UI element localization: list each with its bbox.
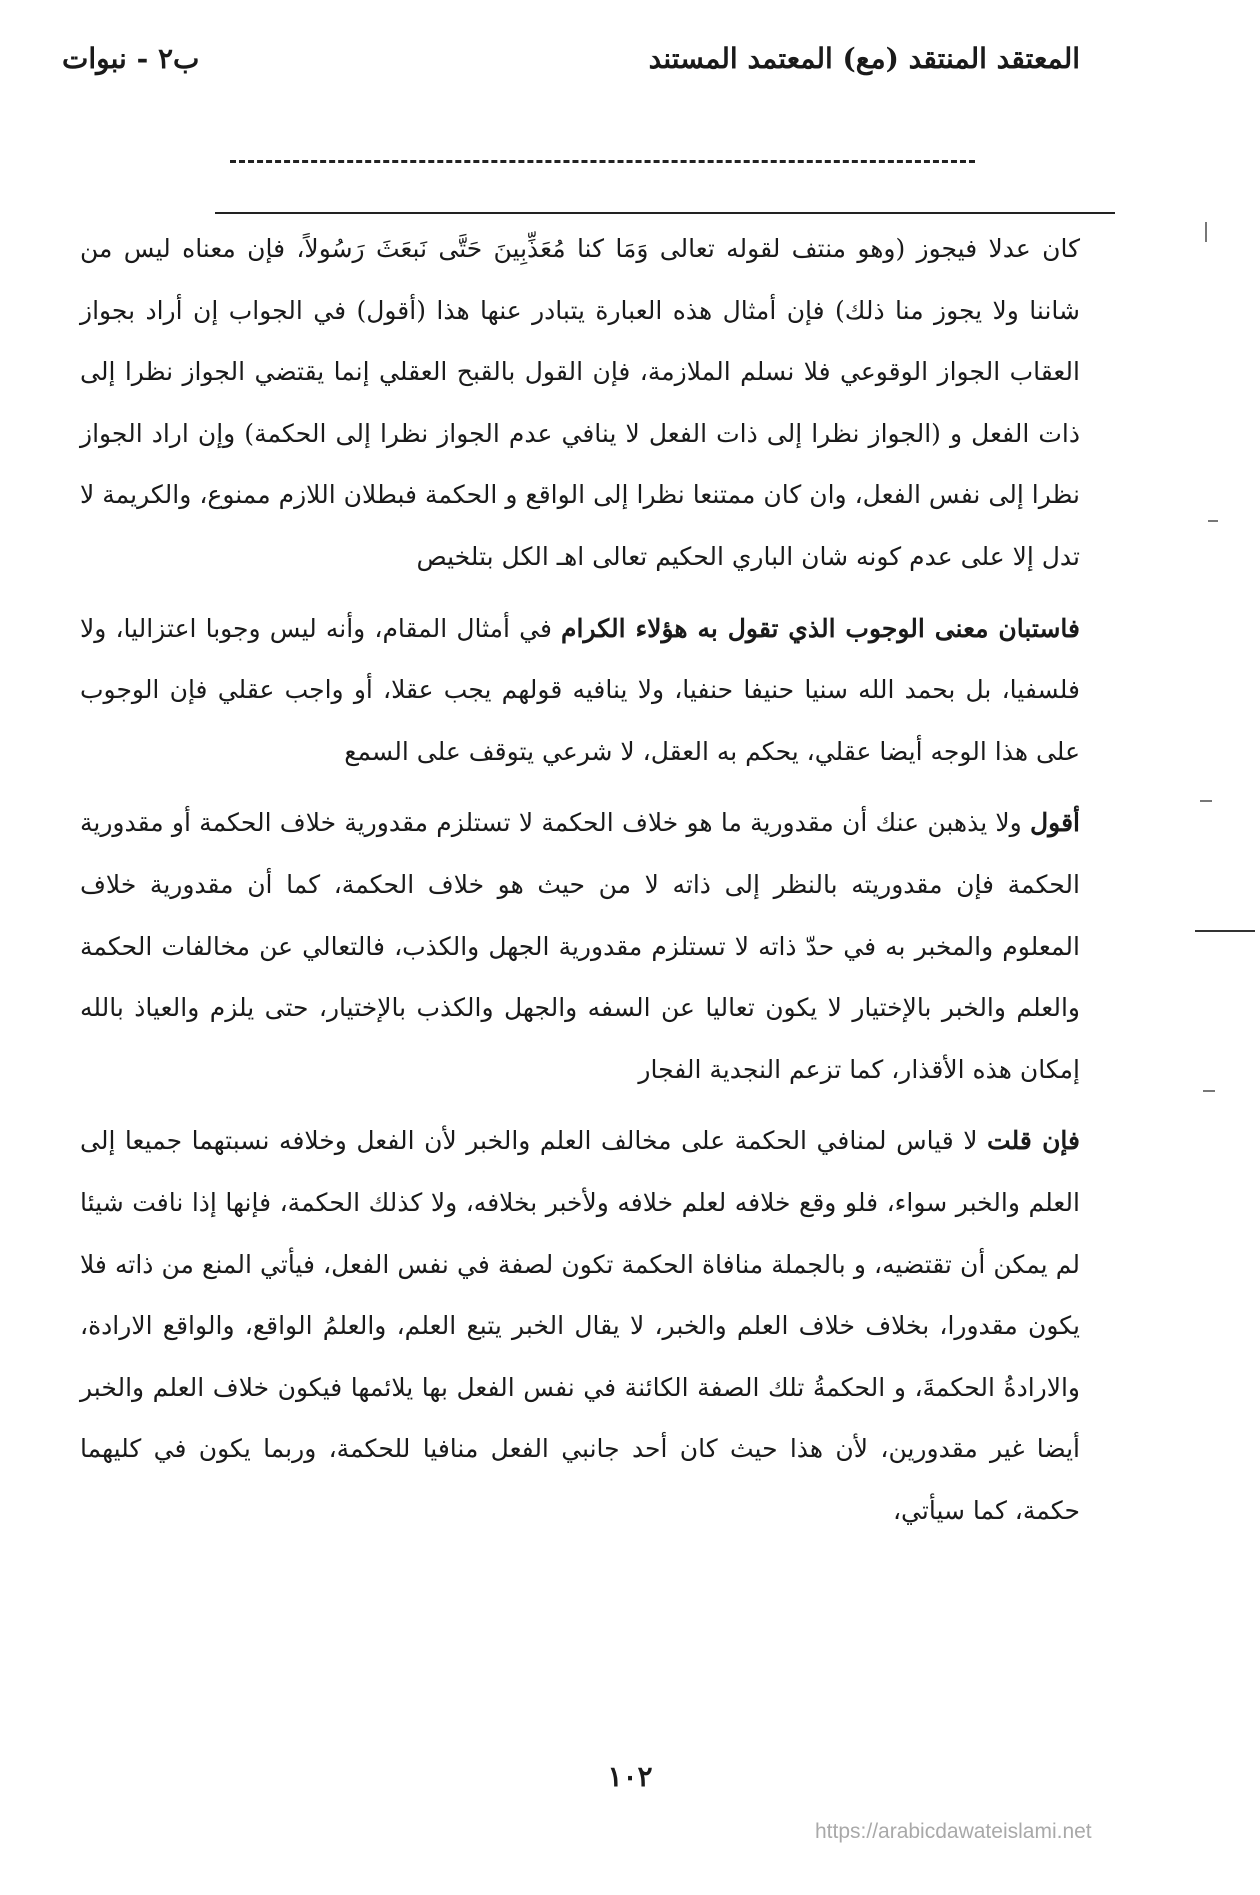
running-header [62,42,1080,82]
margin-scan-mark [1205,222,1207,242]
margin-scan-mark [1203,1090,1215,1092]
paragraph-2-text: في أمثال المقام، وأنه ليس وجوبا اعتزاليا، ولا فلسفيا، بل بحمد الله سنيا حنيفا حنفيا، ولا ينافيه قولهم يجب عقلا، أو واجب عقلي فإن الوجوب على هذا الوجه أيضا عقلي، يحكم به العقل، لا شرعي يتوقف على السمع [80,613,1080,766]
paragraph-3-lead: أقول [1030,808,1080,838]
margin-scan-mark [1208,520,1218,522]
margin-scan-mark [1195,930,1255,932]
site-watermark: https://arabicdawateislami.net [815,1820,1092,1843]
section-label: ب٢ - نبوات [62,42,200,75]
margin-scan-mark [1200,800,1212,802]
paragraph-1 [80,218,1080,588]
paragraph-3-text: ولا يذهبن عنك أن مقدورية ما هو خلاف الحكمة لا تستلزم مقدورية خلاف الحكمة أو مقدورية الحكمة فإن مقدوريته بالنظر إلى ذاته لا من حيث هو خلاف الحكمة، كما أن مقدورية خلاف المعلوم والمخبر به في حدّ ذاته لا تستلزم مقدورية الجهل والكذب، فالتعالي عن مخالفات الحكمة والعلم والخبر بالإختيار لا يكون تعاليا عن السفه والجهل والكذب بالإختيار، حتى يلزم والعياذ بالله إمكان هذه الأقذار، كما تزعم النجدية الفجار [80,808,1080,1084]
paragraph-2 [80,598,1080,783]
paragraph-2-lead: فاستبان معنى الوجوب الذي تقول به هؤلاء الكرام [561,613,1080,643]
paragraph-4 [80,1110,1080,1541]
book-title: المعتقد المنتقد (مع) المعتمد المستند [648,42,1080,75]
page-number: ١٠٢ [607,1760,653,1793]
top-rule [215,212,1115,214]
paragraph-1-text: كان عدلا فيجوز (وهو منتف لقوله تعالى وَمَا كنا مُعَذِّبِينَ حَتَّى نَبعَثَ رَسُولاً، فإن معناه ليس من شاننا ولا يجوز منا ذلك) فإن أمثال هذه العبارة يتبادر عنها هذا (أقول) في الجواب إن أراد بجواز العقاب الجواز الوقوعي فلا نسلم الملازمة، فإن القول بالقبح العقلي إنما يقتضي الجواز نظرا إلى ذات الفعل و (الجواز نظرا إلى ذات الفعل لا ينافي عدم الجواز نظرا إلى الحكمة) وإن اراد الجواز نظرا إلى نفس الفعل، وان كان ممتنعا نظرا إلى الواقع و الحكمة فبطلان اللازم ممنوع، والكريمة لا تدل إلا على عدم كونه شان الباري الحكيم تعالى اهـ الكل بتلخيص [80,234,1080,571]
paragraph-4-lead: فإن قلت [987,1126,1080,1156]
body-text [80,218,1080,1551]
paragraph-3 [80,792,1080,1100]
paragraph-4-text: لا قياس لمنافي الحكمة على مخالف العلم والخبر لأن الفعل وخلافه نسبتهما جميعا إلى العلم والخبر سواء، فلو وقع خلافه لعلم خلافه ولأخبر بخلافه، ولا كذلك الحكمة، فإنها إذا نافت شيئا لم يمكن أن تقتضيه، و بالجملة منافاة الحكمة تكون لصفة في نفس الفعل، فيأتي المنع من ذاته فلا يكون مقدورا، بخلاف خلاف العلم والخبر، لا يقال الخبر يتبع العلم، والعلمُ الواقع، والواقع الارادة، والارادةُ الحكمةَ، و الحكمةُ تلك الصفة الكائنة في نفس الفعل بها يلائمها فيكون خلاف العلم والخبر أيضا غير مقدورين، لأن هذا حيث كان أحد جانبي الفعل منافيا للحكمة، وربما يكون في كليهما حكمة، كما سيأتي، [80,1126,1080,1525]
dashed-separator [230,160,975,163]
